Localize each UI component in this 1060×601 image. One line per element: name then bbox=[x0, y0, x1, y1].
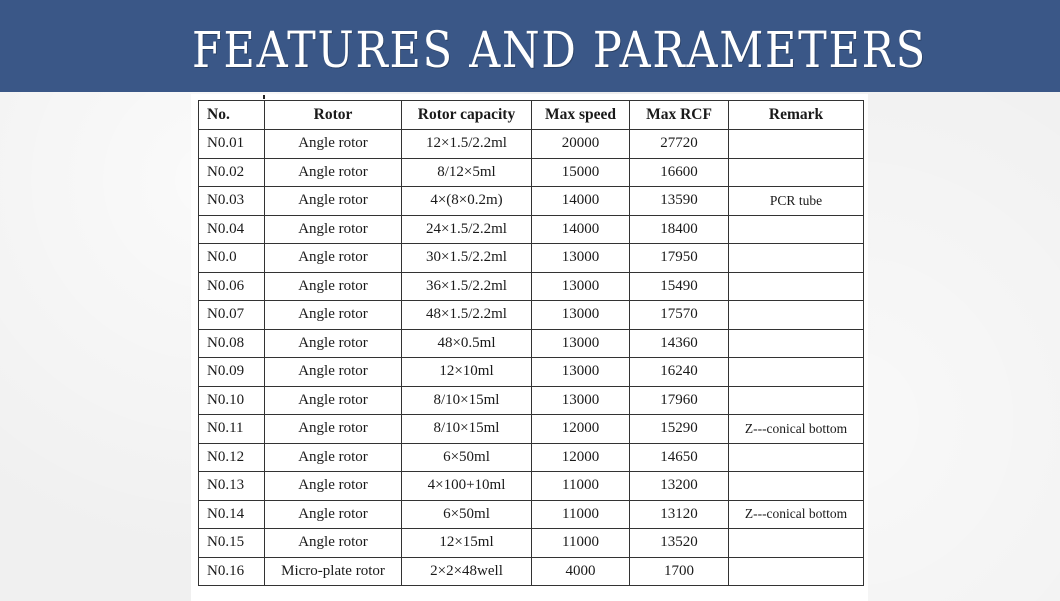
cell-rotor: Angle rotor bbox=[265, 443, 402, 472]
cell-rotor-capacity: 8/10×15ml bbox=[402, 415, 532, 444]
cell-no: N0.14 bbox=[199, 500, 265, 529]
cell-max-speed: 13000 bbox=[532, 358, 630, 387]
table-row bbox=[199, 272, 864, 301]
table-row bbox=[199, 301, 864, 330]
cell-rotor-capacity: 12×10ml bbox=[402, 358, 532, 387]
cell-rotor: Angle rotor bbox=[265, 386, 402, 415]
page-title: FEATURES AND PARAMETERS bbox=[192, 21, 927, 79]
table-row bbox=[199, 415, 864, 444]
cell-rotor: Angle rotor bbox=[265, 130, 402, 159]
cell-rotor: Angle rotor bbox=[265, 187, 402, 216]
cell-max-speed: 13000 bbox=[532, 244, 630, 273]
table-row bbox=[199, 158, 864, 187]
cell-no: N0.02 bbox=[199, 158, 265, 187]
cell-no: N0.11 bbox=[199, 415, 265, 444]
cell-max-rcf: 17570 bbox=[630, 301, 729, 330]
table-row bbox=[199, 329, 864, 358]
header-rotor-capacity: Rotor capacity bbox=[402, 101, 532, 130]
table-body bbox=[199, 130, 864, 586]
table-row bbox=[199, 557, 864, 586]
cell-max-speed: 13000 bbox=[532, 329, 630, 358]
cell-rotor: Angle rotor bbox=[265, 244, 402, 273]
table-row bbox=[199, 443, 864, 472]
cell-max-speed: 11000 bbox=[532, 500, 630, 529]
cell-rotor-capacity: 6×50ml bbox=[402, 443, 532, 472]
table-row bbox=[199, 358, 864, 387]
cell-no: N0.03 bbox=[199, 187, 265, 216]
cell-max-rcf: 1700 bbox=[630, 557, 729, 586]
cell-remark bbox=[729, 472, 864, 501]
table-row bbox=[199, 472, 864, 501]
cell-rotor-capacity: 8/10×15ml bbox=[402, 386, 532, 415]
cell-no: N0.09 bbox=[199, 358, 265, 387]
cell-remark: Z---conical bottom bbox=[729, 500, 864, 529]
cell-rotor-capacity: 4×100+10ml bbox=[402, 472, 532, 501]
cell-rotor-capacity: 24×1.5/2.2ml bbox=[402, 215, 532, 244]
header-remark: Remark bbox=[729, 101, 864, 130]
cell-rotor-capacity: 6×50ml bbox=[402, 500, 532, 529]
cell-rotor: Angle rotor bbox=[265, 272, 402, 301]
cell-rotor: Micro-plate rotor bbox=[265, 557, 402, 586]
cell-rotor: Angle rotor bbox=[265, 158, 402, 187]
cell-max-rcf: 17960 bbox=[630, 386, 729, 415]
cell-no: N0.08 bbox=[199, 329, 265, 358]
cell-max-speed: 4000 bbox=[532, 557, 630, 586]
cell-max-speed: 11000 bbox=[532, 529, 630, 558]
cell-max-speed: 12000 bbox=[532, 415, 630, 444]
cell-no: N0.07 bbox=[199, 301, 265, 330]
cell-no: N0.06 bbox=[199, 272, 265, 301]
cell-rotor-capacity: 30×1.5/2.2ml bbox=[402, 244, 532, 273]
table-row bbox=[199, 529, 864, 558]
cell-rotor-capacity: 12×1.5/2.2ml bbox=[402, 130, 532, 159]
decorative-tick-mark bbox=[263, 95, 265, 99]
table-row bbox=[199, 386, 864, 415]
cell-rotor: Angle rotor bbox=[265, 329, 402, 358]
cell-rotor: Angle rotor bbox=[265, 301, 402, 330]
cell-no: N0.13 bbox=[199, 472, 265, 501]
cell-rotor: Angle rotor bbox=[265, 415, 402, 444]
cell-remark bbox=[729, 215, 864, 244]
cell-remark bbox=[729, 329, 864, 358]
rotor-parameters-table bbox=[198, 100, 864, 586]
cell-max-rcf: 16240 bbox=[630, 358, 729, 387]
cell-no: N0.04 bbox=[199, 215, 265, 244]
header-max-rcf: Max RCF bbox=[630, 101, 729, 130]
title-banner bbox=[0, 0, 1060, 92]
cell-rotor-capacity: 2×2×48well bbox=[402, 557, 532, 586]
table-row bbox=[199, 130, 864, 159]
cell-no: N0.12 bbox=[199, 443, 265, 472]
cell-rotor-capacity: 12×15ml bbox=[402, 529, 532, 558]
table-header-row bbox=[199, 101, 864, 130]
header-rotor: Rotor bbox=[265, 101, 402, 130]
cell-no: N0.16 bbox=[199, 557, 265, 586]
header-max-speed: Max speed bbox=[532, 101, 630, 130]
header-no: No. bbox=[199, 101, 265, 130]
cell-remark bbox=[729, 158, 864, 187]
table-row bbox=[199, 187, 864, 216]
cell-remark bbox=[729, 358, 864, 387]
cell-rotor-capacity: 48×0.5ml bbox=[402, 329, 532, 358]
cell-rotor: Angle rotor bbox=[265, 529, 402, 558]
cell-no: N0.10 bbox=[199, 386, 265, 415]
cell-remark bbox=[729, 130, 864, 159]
cell-no: N0.15 bbox=[199, 529, 265, 558]
cell-max-rcf: 13200 bbox=[630, 472, 729, 501]
cell-remark bbox=[729, 443, 864, 472]
cell-rotor: Angle rotor bbox=[265, 215, 402, 244]
cell-max-rcf: 14650 bbox=[630, 443, 729, 472]
cell-max-rcf: 17950 bbox=[630, 244, 729, 273]
cell-max-speed: 15000 bbox=[532, 158, 630, 187]
cell-max-speed: 11000 bbox=[532, 472, 630, 501]
cell-max-rcf: 16600 bbox=[630, 158, 729, 187]
cell-max-speed: 14000 bbox=[532, 187, 630, 216]
cell-remark bbox=[729, 386, 864, 415]
table-row bbox=[199, 215, 864, 244]
cell-max-rcf: 14360 bbox=[630, 329, 729, 358]
cell-remark bbox=[729, 301, 864, 330]
cell-rotor-capacity: 8/12×5ml bbox=[402, 158, 532, 187]
cell-max-rcf: 15490 bbox=[630, 272, 729, 301]
cell-max-speed: 12000 bbox=[532, 443, 630, 472]
table-row bbox=[199, 244, 864, 273]
cell-remark bbox=[729, 529, 864, 558]
cell-remark bbox=[729, 244, 864, 273]
cell-max-rcf: 15290 bbox=[630, 415, 729, 444]
cell-no: N0.01 bbox=[199, 130, 265, 159]
cell-max-rcf: 27720 bbox=[630, 130, 729, 159]
cell-max-speed: 14000 bbox=[532, 215, 630, 244]
table-row bbox=[199, 500, 864, 529]
cell-max-rcf: 13590 bbox=[630, 187, 729, 216]
cell-max-rcf: 13520 bbox=[630, 529, 729, 558]
cell-max-speed: 13000 bbox=[532, 386, 630, 415]
cell-rotor: Angle rotor bbox=[265, 358, 402, 387]
cell-rotor-capacity: 48×1.5/2.2ml bbox=[402, 301, 532, 330]
cell-remark: PCR tube bbox=[729, 187, 864, 216]
cell-max-rcf: 13120 bbox=[630, 500, 729, 529]
cell-rotor: Angle rotor bbox=[265, 472, 402, 501]
cell-rotor: Angle rotor bbox=[265, 500, 402, 529]
cell-remark bbox=[729, 272, 864, 301]
cell-max-speed: 20000 bbox=[532, 130, 630, 159]
cell-remark bbox=[729, 557, 864, 586]
cell-no: N0.0 bbox=[199, 244, 265, 273]
cell-max-speed: 13000 bbox=[532, 301, 630, 330]
cell-remark: Z---conical bottom bbox=[729, 415, 864, 444]
cell-max-speed: 13000 bbox=[532, 272, 630, 301]
cell-max-rcf: 18400 bbox=[630, 215, 729, 244]
cell-rotor-capacity: 4×(8×0.2m) bbox=[402, 187, 532, 216]
cell-rotor-capacity: 36×1.5/2.2ml bbox=[402, 272, 532, 301]
